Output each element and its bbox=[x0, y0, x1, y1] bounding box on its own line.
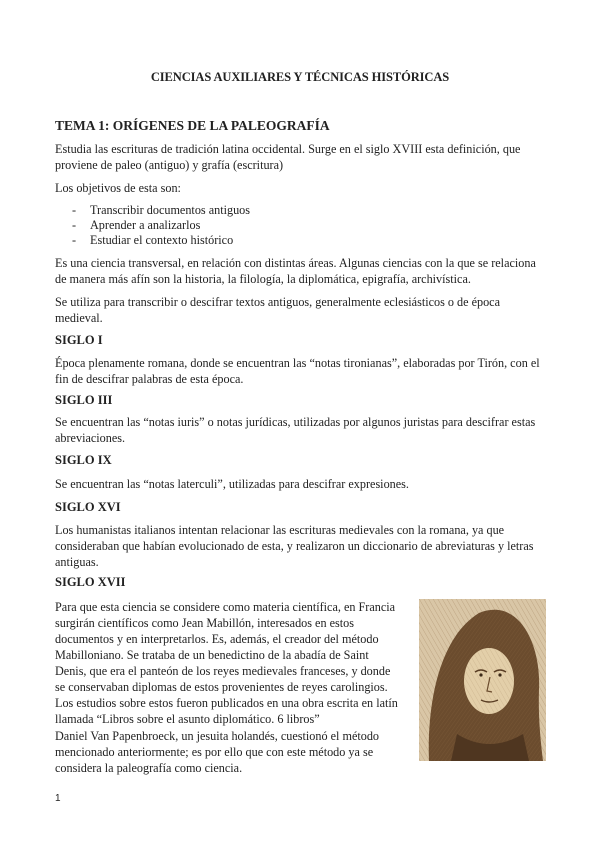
list-item bbox=[55, 218, 250, 233]
list-marker: - bbox=[72, 218, 77, 232]
transversal-paragraph: Es una ciencia transversal, en relación con distintas áreas. Algunas ciencias con la que se relaciona de manera más afín son la historia, la filología, la diplomática, epigrafía, archivística. bbox=[55, 256, 536, 286]
topic-title: TEMA 1: ORÍGENES DE LA PALEOGRAFÍA bbox=[55, 118, 330, 133]
intro-paragraph: Estudia las escrituras de tradición latina occidental. Surge en el siglo XVIII esta definición, que proviene de paleo (antiguo) y grafía (escritura) bbox=[55, 142, 521, 172]
list-item bbox=[55, 203, 250, 218]
page-number: 1 bbox=[55, 793, 61, 804]
objectives-list bbox=[55, 203, 250, 248]
section-heading-siglo-xvi: SIGLO XVI bbox=[55, 500, 121, 514]
section-heading-siglo-xvii: SIGLO XVII bbox=[55, 575, 126, 589]
section-text-siglo-iii: Se encuentran las “notas iuris” o notas jurídicas, utilizadas por algunos juristas para descifrar estas abreviaciones. bbox=[55, 415, 536, 445]
list-marker: - bbox=[72, 203, 77, 217]
section-heading-siglo-i: SIGLO I bbox=[55, 333, 103, 347]
list-item-text: Aprender a analizarlos bbox=[90, 218, 201, 232]
document-title: CIENCIAS AUXILIARES Y TÉCNICAS HISTÓRICAS bbox=[150, 70, 450, 84]
section-text-siglo-xvii: Para que esta ciencia se considere como materia científica, en Francia surgirán científicos como Jean Mabillón, interesados en estos documentos y en interpretarlos. Es, además, el creador del método Mabilloniano. Se trataba de un benedictino de la abadía de Saint Denis, que era el panteón de los reyes medievales franceses, y donde se conservaban diplomas de estos provenientes de reyes carolingios. Los estudios sobre estos fueron publicados en una obra escrita en latín llamada “Libros sobre el asunto diplomático. 6 libros” bbox=[55, 600, 398, 726]
section-heading-siglo-iii: SIGLO III bbox=[55, 393, 113, 407]
papenbroeck-paragraph: Daniel Van Papenbroeck, un jesuita holandés, cuestionó el método mencionado anteriormente; es por ello que con este método ya se considera la paleografía como ciencia. bbox=[55, 729, 380, 775]
section-text-siglo-ix: Se encuentran las “notas laterculi”, utilizadas para descifrar expresiones. bbox=[55, 477, 409, 491]
use-paragraph: Se utiliza para transcribir o descifrar textos antiguos, generalmente eclesiásticos o de época medieval. bbox=[55, 295, 501, 325]
section-text-siglo-xvi: Los humanistas italianos intentan relacionar las escrituras medievales con la romana, ya que consideraban que habían evolucionado de esta, y realizaron un diccionario de abreviaturas y letras antiguas. bbox=[55, 523, 534, 569]
engraved-portrait-monk-icon bbox=[419, 599, 546, 761]
list-item-text: Estudiar el contexto histórico bbox=[90, 233, 234, 247]
list-item-text: Transcribir documentos antiguos bbox=[90, 203, 251, 217]
list-marker: - bbox=[72, 233, 77, 247]
list-item bbox=[55, 233, 250, 248]
section-text-siglo-i: Época plenamente romana, donde se encuentran las “notas tironianas”, elaboradas por Tirón, con el fin de descifrar palabras de esta época. bbox=[55, 356, 540, 386]
objectives-intro: Los objetivos de esta son: bbox=[55, 181, 181, 195]
section-heading-siglo-ix: SIGLO IX bbox=[55, 453, 112, 467]
